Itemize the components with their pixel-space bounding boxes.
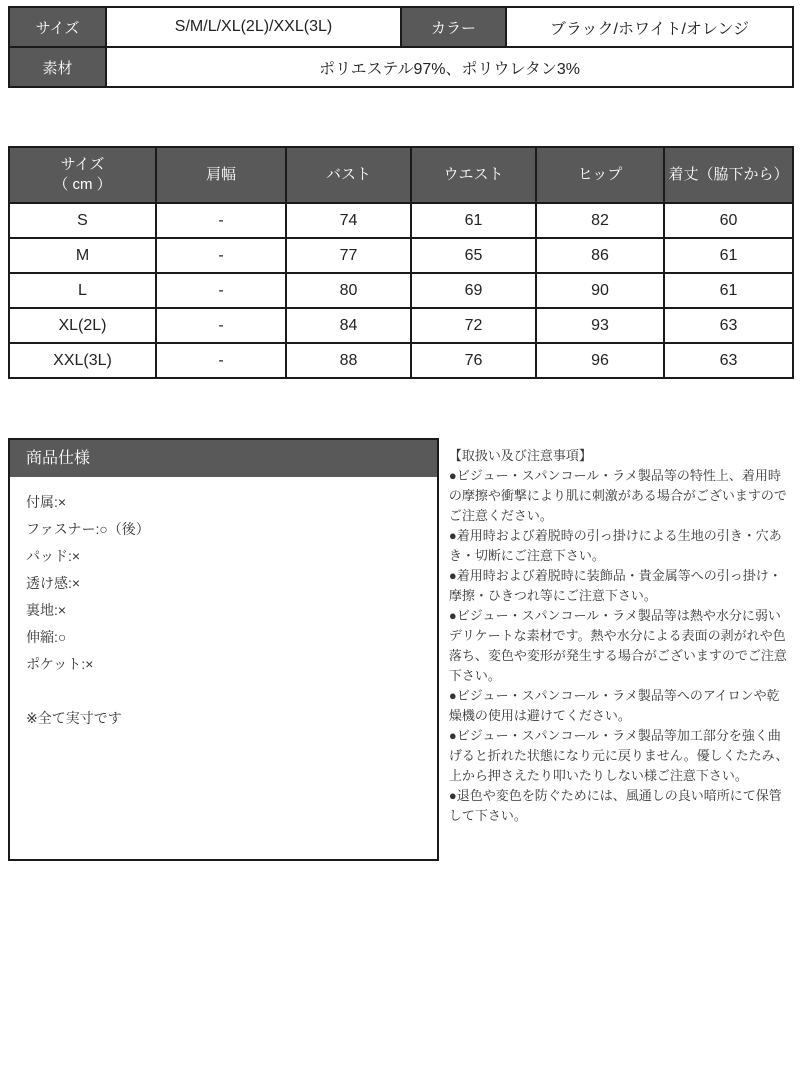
size-row-xl bbox=[9, 308, 793, 343]
length-value: 61 bbox=[664, 238, 793, 273]
col-header-waist: ウエスト bbox=[411, 147, 536, 203]
size-name: L bbox=[9, 273, 156, 308]
col-header-shoulder: 肩幅 bbox=[156, 147, 286, 203]
material-label: 素材 bbox=[9, 47, 106, 87]
waist-value: 72 bbox=[411, 308, 536, 343]
bottom-section bbox=[8, 438, 792, 861]
color-value: ブラック/ホワイト/オレンジ bbox=[506, 7, 793, 47]
product-spec-box-content bbox=[10, 477, 437, 744]
handling-note-item: ●ビジュー・スパンコール・ラメ製品等は熱や水分に弱いデリケートな素材です。熱や水分による表面の剥がれや色落ち、変色や変形が発生する場合がございますのでご注意下さい。 bbox=[448, 608, 787, 683]
handling-note-item: ●退色や変色を防ぐためには、風通しの良い暗所にて保管して下さい。 bbox=[448, 788, 782, 823]
size-chart-table bbox=[8, 146, 794, 379]
handling-notes-title: 【取扱い及び注意事項】 bbox=[448, 448, 592, 463]
shoulder-value: - bbox=[156, 308, 286, 343]
size-value: S/M/L/XL(2L)/XXL(3L) bbox=[106, 7, 401, 47]
handling-note-item: ●ビジュー・スパンコール・ラメ製品等へのアイロンや乾燥機の使用は避けてください。 bbox=[448, 688, 780, 723]
handling-notes bbox=[449, 438, 792, 826]
hip-value: 86 bbox=[536, 238, 664, 273]
bust-value: 84 bbox=[286, 308, 411, 343]
handling-note-item: ●着用時および着脱時に装飾品・貴金属等への引っ掛け・摩擦・ひきつれ等にご注意下さい。 bbox=[448, 568, 782, 603]
spec-item-lining: 裏地:× bbox=[26, 602, 67, 618]
handling-note-item: ●ビジュー・スパンコール・ラメ製品等加工部分を強く曲げると折れた状態になり元に戻りません。優しくたたみ、上から押さえたり叩いたりしない様ご注意下さい。 bbox=[448, 728, 789, 783]
waist-value: 69 bbox=[411, 273, 536, 308]
spec-item-pad: パッド:× bbox=[26, 548, 81, 564]
bust-value: 77 bbox=[286, 238, 411, 273]
size-name: XL(2L) bbox=[9, 308, 156, 343]
product-spec-box bbox=[8, 438, 439, 861]
spec-item-stretch: 伸縮:○ bbox=[26, 629, 67, 645]
spec-measure-note: ※全て実寸です bbox=[26, 710, 122, 726]
spec-item-fastener: ファスナー:○（後） bbox=[26, 521, 150, 537]
length-value: 60 bbox=[664, 203, 793, 238]
material-value: ポリエステル97%、ポリウレタン3% bbox=[106, 47, 793, 87]
col-header-size-line1: サイズ bbox=[60, 156, 105, 173]
size-chart-body bbox=[9, 203, 793, 378]
spec-row-size-color bbox=[9, 7, 793, 47]
bust-value: 74 bbox=[286, 203, 411, 238]
waist-value: 76 bbox=[411, 343, 536, 378]
size-name: M bbox=[9, 238, 156, 273]
spec-row-material bbox=[9, 47, 793, 87]
length-value: 63 bbox=[664, 308, 793, 343]
spec-item-sheerness: 透け感:× bbox=[26, 575, 81, 591]
size-label: サイズ bbox=[9, 7, 106, 47]
hip-value: 96 bbox=[536, 343, 664, 378]
product-spec-table bbox=[8, 6, 794, 88]
col-header-bust: バスト bbox=[286, 147, 411, 203]
size-row-xxl bbox=[9, 343, 793, 378]
size-name: S bbox=[9, 203, 156, 238]
product-spec-box-title: 商品仕様 bbox=[10, 440, 437, 477]
length-value: 63 bbox=[664, 343, 793, 378]
spec-item-pocket: ポケット:× bbox=[26, 656, 94, 672]
hip-value: 82 bbox=[536, 203, 664, 238]
hip-value: 93 bbox=[536, 308, 664, 343]
col-header-size-line2: （ cm ） bbox=[53, 176, 112, 193]
shoulder-value: - bbox=[156, 273, 286, 308]
col-header-size bbox=[9, 147, 156, 203]
shoulder-value: - bbox=[156, 238, 286, 273]
col-header-hip: ヒップ bbox=[536, 147, 664, 203]
size-row-s bbox=[9, 203, 793, 238]
size-row-l bbox=[9, 273, 793, 308]
bust-value: 88 bbox=[286, 343, 411, 378]
color-label: カラー bbox=[401, 7, 506, 47]
spec-item-accessory: 付属:× bbox=[26, 494, 67, 510]
length-value: 61 bbox=[664, 273, 793, 308]
shoulder-value: - bbox=[156, 203, 286, 238]
size-row-m bbox=[9, 238, 793, 273]
handling-note-item: ●ビジュー・スパンコール・ラメ製品等の特性上、着用時の摩擦や衝撃により肌に刺激がある場合がございますのでご注意ください。 bbox=[448, 468, 787, 523]
shoulder-value: - bbox=[156, 343, 286, 378]
col-header-length: 着丈（脇下から） bbox=[664, 147, 793, 203]
waist-value: 65 bbox=[411, 238, 536, 273]
size-name: XXL(3L) bbox=[9, 343, 156, 378]
size-chart-header-row bbox=[9, 147, 793, 203]
handling-note-item: ●着用時および着脱時の引っ掛けによる生地の引き・穴あき・切断にご注意下さい。 bbox=[448, 528, 782, 563]
waist-value: 61 bbox=[411, 203, 536, 238]
bust-value: 80 bbox=[286, 273, 411, 308]
hip-value: 90 bbox=[536, 273, 664, 308]
